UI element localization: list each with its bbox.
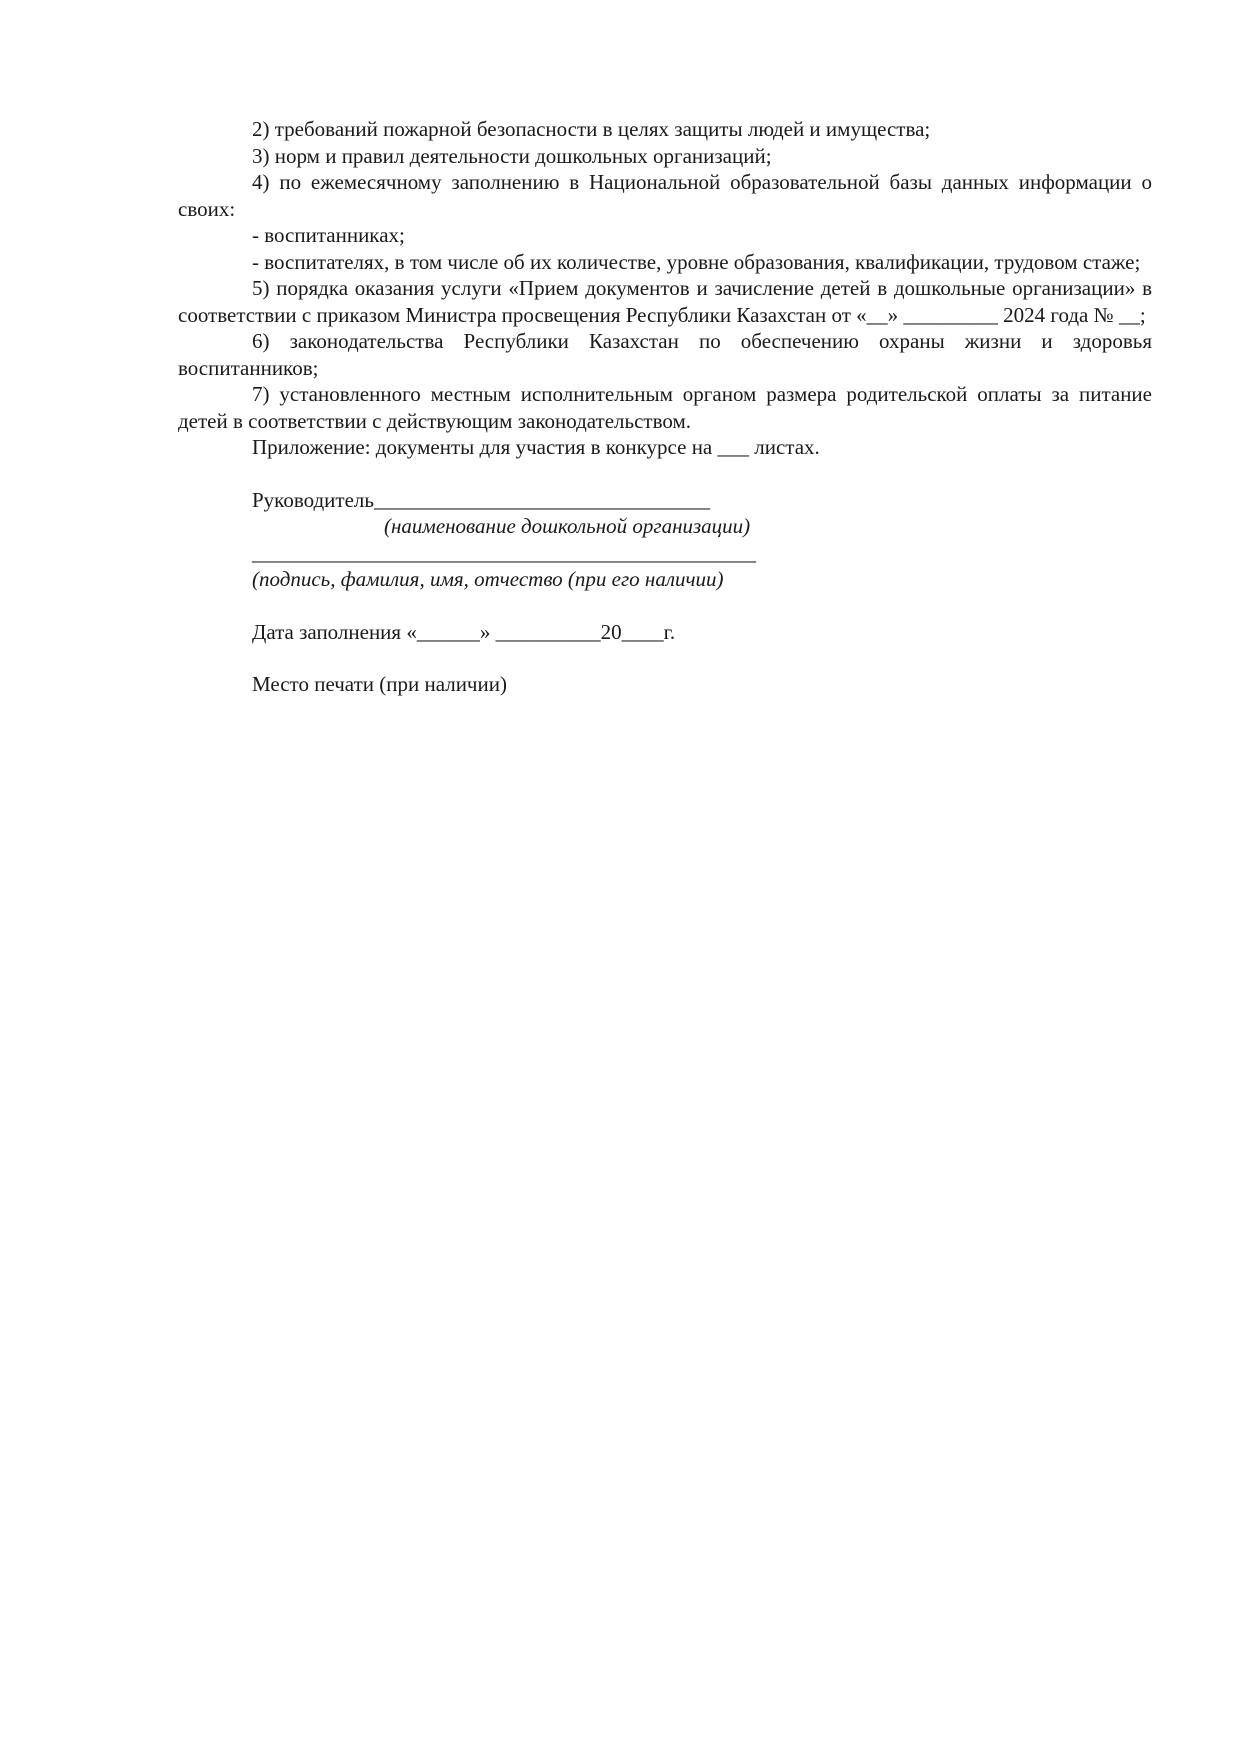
- list-item: 4) по ежемесячному заполнению в Национальной образовательной базы данных информации о своих:: [178, 170, 1152, 221]
- spacer: [178, 461, 1152, 487]
- list-item: - воспитанниках;: [252, 223, 405, 247]
- spacer: [252, 593, 1152, 619]
- fill-date-line: Дата заполнения «______» __________20____г.: [252, 619, 676, 644]
- org-name-caption: (наименование дошкольной организации): [384, 514, 751, 538]
- list-item: 2) требований пожарной безопасности в целях защиты людей и имущества;: [252, 117, 931, 141]
- document-page: [178, 116, 1152, 698]
- list-item: 7) установленного местным исполнительным органом размера родительской оплаты за питание детей в соответствии с действующим законодательством.: [178, 382, 1152, 433]
- signature-caption: (подпись, фамилия, имя, отчество (при его наличии): [252, 567, 724, 591]
- list-item: 6) законодательства Республики Казахстан по обеспечению охраны жизни и здоровья воспитанников;: [178, 329, 1152, 380]
- signature-block: [178, 487, 1152, 698]
- list-item: 3) норм и правил деятельности дошкольных организаций;: [252, 143, 772, 168]
- head-signature-line: Руководитель________________________________: [252, 487, 710, 512]
- attachment-note: Приложение: документы для участия в конкурсе на ___ листах.: [252, 435, 820, 459]
- signature-blank-line: ________________________________________________: [252, 540, 756, 565]
- spacer: [252, 645, 1152, 671]
- stamp-place-line: Место печати (при наличии): [252, 672, 507, 696]
- list-item: 5) порядка оказания услуги «Прием документов и зачисление детей в дошкольные организации» в соответствии с приказом Министра просвещения Республики Казахстан от «__» _________ 2024 года № __;: [178, 276, 1152, 327]
- list-item: - воспитателях, в том числе об их количестве, уровне образования, квалификации, трудовом стаже;: [252, 249, 1141, 274]
